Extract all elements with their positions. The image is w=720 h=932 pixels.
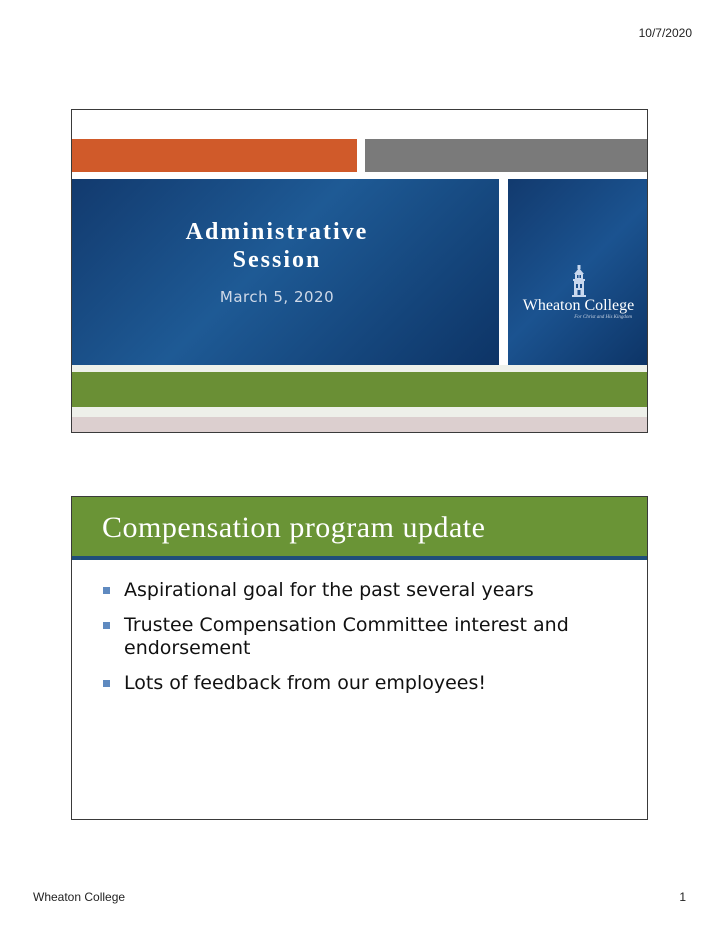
content-slide: [71, 496, 648, 820]
slide-date: March 5, 2020: [219, 288, 335, 306]
light-band-lower: [72, 407, 647, 417]
slide-title: [132, 218, 422, 274]
bullet-item: [102, 614, 622, 660]
footer-org: Wheaton College: [33, 890, 126, 904]
slide-heading: Compensation program update: [102, 511, 486, 544]
page-number: 1: [679, 890, 686, 904]
college-logo: [508, 265, 648, 320]
bullet-text: Trustee Compensation Committee interest and endorsement: [124, 614, 569, 659]
bullet-item: [102, 672, 622, 695]
bullet-text: Aspirational goal for the past several years: [124, 579, 534, 601]
logo-tagline: For Christ and His Kingdom: [574, 315, 632, 320]
square-bullet-icon: [103, 622, 110, 629]
gray-bar: [365, 139, 648, 172]
tower-icon: [569, 265, 589, 297]
logo-wordmark: Wheaton College: [522, 297, 635, 314]
bullet-item: [102, 579, 622, 602]
bullet-text: Lots of feedback from our employees!: [124, 672, 487, 694]
square-bullet-icon: [103, 587, 110, 594]
square-bullet-icon: [103, 680, 110, 687]
page-date: 10/7/2020: [638, 26, 692, 40]
header-underline: [72, 556, 647, 560]
pink-bar: [72, 417, 647, 433]
title-slide: [71, 109, 648, 433]
light-band: [72, 365, 647, 372]
bullet-list: [102, 579, 622, 707]
orange-bar: [72, 139, 357, 172]
slide-title-line1: Administrative: [185, 219, 369, 245]
slide-title-line2: Session: [232, 247, 322, 273]
top-band: [72, 110, 647, 139]
green-bar: [72, 372, 647, 407]
